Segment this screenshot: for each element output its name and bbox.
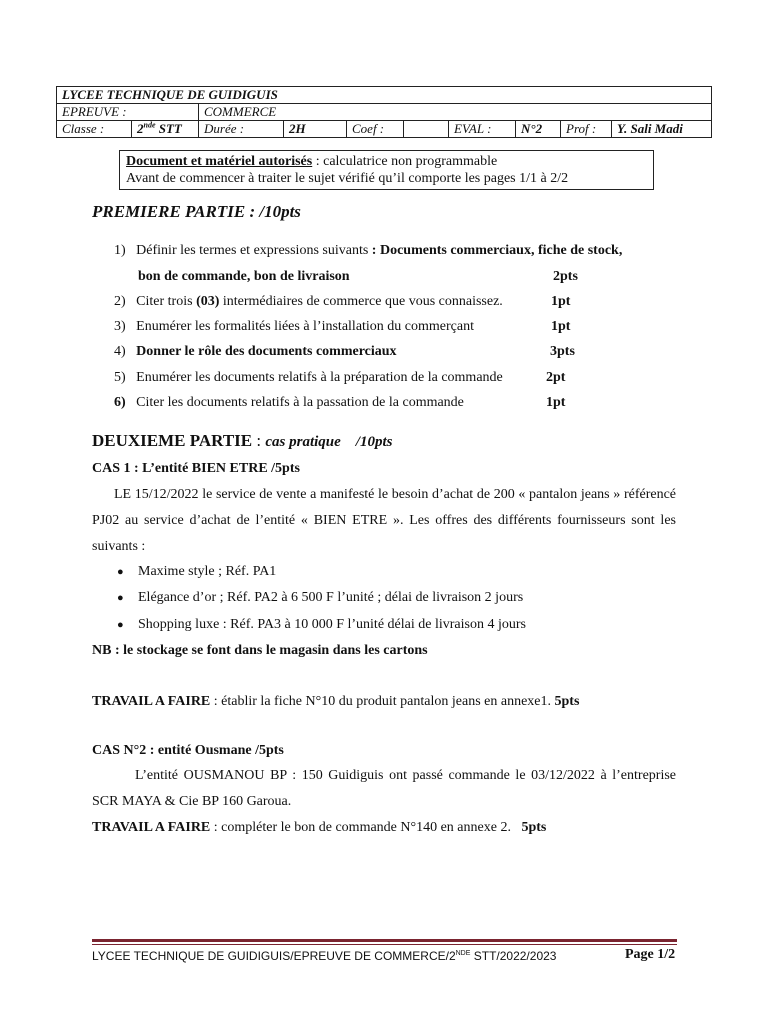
epreuve-label: EPREUVE : [57,104,199,121]
cas1-item-1: Maxime style ; Réf. PA1 [138,564,277,579]
question-1-pts: 2pts [553,269,578,284]
question-4-pts: 3pts [550,344,575,359]
cas1-item-2: Elégance d’or ; Réf. PA2 à 6 500 F l’unité ; délai de livraison 2 jours [138,590,524,605]
question-1: 1) Définir les termes et expressions suivants : Documents commerciaux, fiche de stock, [114,243,623,258]
cas2-title: CAS N°2 : entité Ousmane /5pts [92,743,284,758]
question-5: 5) Enumérer les documents relatifs à la préparation de la commande [114,370,503,385]
epreuve-value: COMMERCE [199,104,712,121]
cas1-item-3: Shopping luxe : Réf. PA3 à 10 000 F l’unité délai de livraison 4 jours [138,617,526,632]
notice-line-1: Document et matériel autorisés : calculatrice non programmable [126,154,498,169]
cas1-travail: TRAVAIL A FAIRE : établir la fiche N°10 du produit pantalon jeans en annexe1. 5pts [92,694,580,709]
notice-line-2: Avant de commencer à traiter le sujet vérifié qu’il comporte les pages 1/1 à 2/2 [126,171,569,186]
prof-label: Prof : [561,121,612,138]
eval-label: EVAL : [449,121,516,138]
footer-rule-thin [92,944,677,945]
question-1-cont: bon de commande, bon de livraison [138,269,350,284]
cas1-paragraph: LE 15/12/2022 le service de vente a manifesté le besoin d’achat de 200 « pantalon jeans » référencé PJ02 au service d’achat de l’entité « BIEN ETRE ». Les offres des différents fournisseurs sont les suivants : [92,487,676,554]
cas2-travail: TRAVAIL A FAIRE : compléter le bon de commande N°140 en annexe 2. 5pts [92,820,547,835]
question-3-pts: 1pt [551,319,571,334]
bullet-icon: ● [117,566,124,578]
prof-value: Y. Sali Madi [612,121,712,138]
coef-value [404,121,449,138]
coef-label: Coef : [347,121,404,138]
cas1-title: CAS 1 : L’entité BIEN ETRE /5pts [92,461,300,476]
question-5-pts: 2pt [546,370,566,385]
duree-label: Durée : [199,121,284,138]
bullet-icon: ● [117,619,124,631]
question-6-pts: 1pt [546,395,566,410]
school-name: LYCEE TECHNIQUE DE GUIDIGUIS [57,87,712,104]
classe-value: 2nde STT [132,121,199,138]
question-3: 3) Enumérer les formalités liées à l’installation du commerçant [114,319,474,334]
question-4: 4) Donner le rôle des documents commerciaux [114,344,397,359]
part2-title: DEUXIEME PARTIE : cas pratique /10pts [92,431,393,450]
eval-value: N°2 [516,121,561,138]
cas1-nb: NB : le stockage se font dans le magasin dans les cartons [92,643,428,658]
header-table [56,86,712,138]
duree-value: 2H [284,121,347,138]
footer-text: LYCEE TECHNIQUE DE GUIDIGUIS/EPREUVE DE COMMERCE/2NDE STT/2022/2023 [92,949,557,963]
cas2-paragraph: L’entité OUSMANOU BP : 150 Guidiguis ont passé commande le 03/12/2022 à l’entreprise SCR MAYA & Cie BP 160 Garoua. [92,768,676,809]
question-2-pts: 1pt [551,294,571,309]
part1-title: PREMIERE PARTIE : /10pts [92,202,301,221]
bullet-icon: ● [117,592,124,604]
footer-rule [92,939,677,942]
page-number: Page 1/2 [625,947,676,962]
notice-box [119,150,654,190]
question-2: 2) Citer trois (03) intermédiaires de commerce que vous connaissez. [114,294,503,309]
question-6: 6) Citer les documents relatifs à la passation de la commande [114,395,464,410]
classe-label: Classe : [57,121,132,138]
